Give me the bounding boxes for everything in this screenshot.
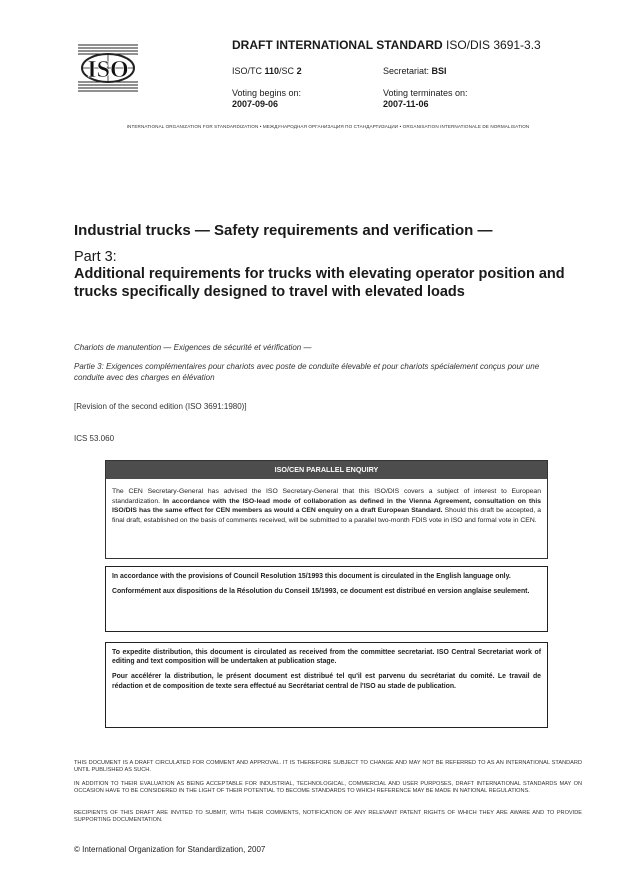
voting-begins-label: Voting begins on: xyxy=(232,88,302,98)
svg-text:ISO: ISO xyxy=(87,57,129,83)
document-type xyxy=(232,38,541,52)
voting-terminates-label: Voting terminates on: xyxy=(383,88,468,98)
language-notice-fr: Conformément aux dispositions de la Résolution du Conseil 15/1993, ce document est distribué en version anglaise seulement. xyxy=(112,588,530,596)
iso-cen-enquiry-panel xyxy=(105,460,548,559)
iso-logo xyxy=(76,42,140,94)
french-part-title: Partie 3: Exigences complémentaires pour chariots avec poste de conduite élevable et pour chariots spécialement conçus pour une conduite avec des charges en élévation xyxy=(74,362,540,382)
organization-line: INTERNATIONAL ORGANIZATION FOR STANDARDIZATION • МЕЖДУНАРОДНАЯ ОРГАНИЗАЦИЯ ПО СТАНДАРТИЗАЦИИ • ORGANISATION INTERNATIONALE DE NORMALISATION xyxy=(126,124,530,129)
part-title: Additional requirements for trucks with elevating operator position and trucks specifically designed to travel with elevated loads xyxy=(74,266,565,300)
panel-text: The CEN Secretary-General has advised the ISO Secretary-General that this ISO/DIS covers a subject of interest to European standardization. In accordance with the ISO-lead mode of collaboration as defined in the Vienna Agreement, consultation on this ISO/DIS has the same effect for CEN members as would a CEN enquiry on a draft European Standard. Should this draft be accepted, a final draft, established on the basis of comments received, will be submitted to a parallel two-month FDIS vote in ISO and formal vote in CEN. xyxy=(112,488,542,524)
committee: ISO/TC 110/SC 2 xyxy=(232,66,302,76)
panel-heading: ISO/CEN PARALLEL ENQUIRY xyxy=(106,461,547,479)
document-number: ISO/DIS 3691-3.3 xyxy=(446,38,541,52)
distribution-notice-en: To expedite distribution, this document is circulated as received from the committee secretariat. ISO Central Secretariat work of editing and text composition will be undertaken at publication stage. xyxy=(112,649,541,666)
language-notice-en: In accordance with the provisions of Council Resolution 15/1993 this document is circulated in the English language only. xyxy=(112,573,511,580)
main-title: Industrial trucks — Safety requirements and verification — xyxy=(74,222,493,239)
document-label: DRAFT INTERNATIONAL STANDARD xyxy=(232,38,443,52)
secretariat: Secretariat: BSI xyxy=(383,66,447,76)
voting-terminates-date: 2007-11-06 xyxy=(383,99,429,109)
copyright: © International Organization for Standardization, 2007 xyxy=(74,845,266,854)
language-notice-box xyxy=(105,566,548,632)
distribution-notice-box xyxy=(105,642,548,728)
disclaimer-2: IN ADDITION TO THEIR EVALUATION AS BEING ACCEPTABLE FOR INDUSTRIAL, TECHNOLOGICAL, COMMERCIAL AND USER PURPOSES, DRAFT INTERNATIONAL STANDARDS MAY ON OCCASION HAVE TO BE CONSIDERED IN THE LIGHT OF THEIR POTENTIAL TO BECOME STANDARDS TO WHICH REFERENCE MAY BE MADE IN NATIONAL REGULATIONS. xyxy=(74,781,582,795)
ics-code: ICS 53.060 xyxy=(74,434,115,443)
disclaimer-1: THIS DOCUMENT IS A DRAFT CIRCULATED FOR COMMENT AND APPROVAL. IT IS THEREFORE SUBJECT TO CHANGE AND MAY NOT BE REFERRED TO AS AN INTERNATIONAL STANDARD UNTIL PUBLISHED AS SUCH. xyxy=(74,760,582,774)
disclaimer-3: RECIPIENTS OF THIS DRAFT ARE INVITED TO SUBMIT, WITH THEIR COMMENTS, NOTIFICATION OF ANY RELEVANT PATENT RIGHTS OF WHICH THEY ARE AWARE AND TO PROVIDE SUPPORTING DOCUMENTATION. xyxy=(74,810,582,824)
french-title: Chariots de manutention — Exigences de sécurité et vérification — xyxy=(74,343,312,352)
voting-begins-date: 2007-09-06 xyxy=(232,99,279,109)
distribution-notice-fr: Pour accélérer la distribution, le présent document est distribué tel qu'il est parvenu du secrétariat du comité. Le travail de rédaction et de composition de texte sera effectué au Secrétariat central de l'ISO au stade de publication. xyxy=(112,673,541,690)
part-label: Part 3: xyxy=(74,249,117,265)
revision-note: [Revision of the second edition (ISO 3691:1980)] xyxy=(74,402,247,411)
